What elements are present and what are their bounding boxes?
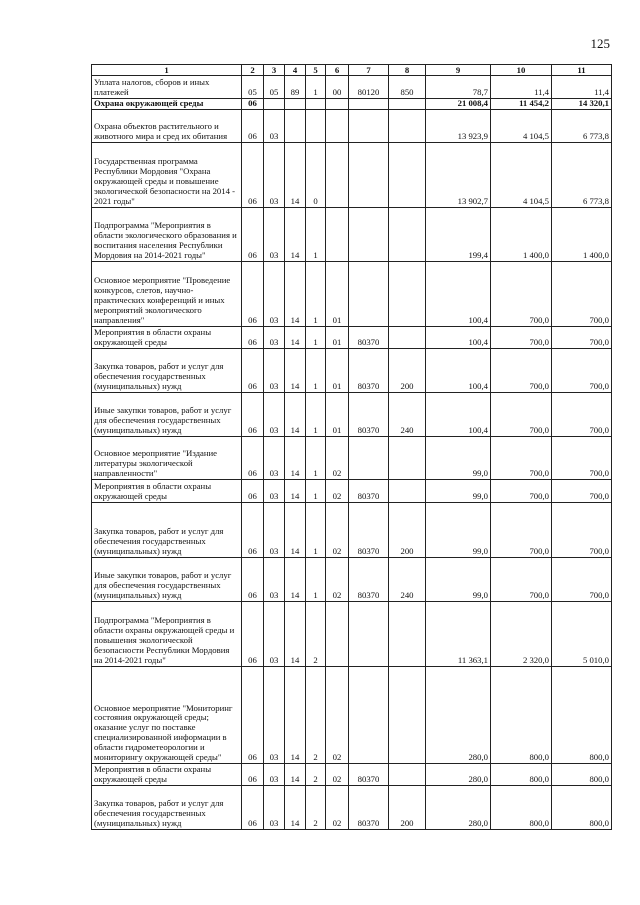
row-value-cell: 6 773,8 (552, 110, 612, 143)
row-value-cell (349, 667, 389, 764)
row-value-cell: 03 (264, 349, 285, 393)
row-name-cell: Мероприятия в области охраны окружающей среды (92, 327, 242, 349)
table-row (92, 99, 612, 110)
row-value-cell: 05 (242, 76, 264, 99)
row-value-cell: 99,0 (426, 437, 491, 480)
row-value-cell: 14 320,1 (552, 99, 612, 110)
column-header: 7 (349, 65, 389, 76)
row-value-cell: 06 (242, 764, 264, 786)
table-row (92, 208, 612, 262)
row-name-cell: Охрана объектов растительного и животного мира и сред их обитания (92, 110, 242, 143)
row-value-cell: 2 (306, 786, 326, 830)
row-value-cell: 80370 (349, 558, 389, 602)
row-value-cell: 1 (306, 208, 326, 262)
row-value-cell: 200 (389, 503, 426, 558)
row-value-cell: 03 (264, 143, 285, 208)
row-value-cell: 06 (242, 480, 264, 503)
row-value-cell: 0 (306, 143, 326, 208)
row-value-cell: 80370 (349, 327, 389, 349)
row-value-cell: 1 (306, 327, 326, 349)
row-value-cell: 03 (264, 786, 285, 830)
row-value-cell (285, 110, 306, 143)
row-value-cell (326, 110, 349, 143)
row-value-cell (264, 99, 285, 110)
row-value-cell (389, 602, 426, 667)
row-value-cell (349, 143, 389, 208)
row-value-cell: 03 (264, 437, 285, 480)
row-value-cell: 700,0 (491, 558, 552, 602)
row-value-cell (349, 208, 389, 262)
row-value-cell: 1 (306, 393, 326, 437)
row-value-cell: 700,0 (491, 503, 552, 558)
row-value-cell: 700,0 (552, 349, 612, 393)
table-row (92, 437, 612, 480)
row-value-cell: 1 (306, 480, 326, 503)
table-row (92, 262, 612, 327)
row-value-cell (389, 667, 426, 764)
row-value-cell (326, 208, 349, 262)
row-value-cell: 800,0 (491, 764, 552, 786)
row-value-cell: 03 (264, 480, 285, 503)
row-value-cell: 280,0 (426, 667, 491, 764)
row-value-cell: 14 (285, 208, 306, 262)
budget-table (91, 64, 612, 830)
row-name-cell: Основное мероприятие "Проведение конкурсов, слетов, научно-практических конференций и иных мероприятий экологического направления" (92, 262, 242, 327)
row-name-cell: Уплата налогов, сборов и иных платежей (92, 76, 242, 99)
row-value-cell: 100,4 (426, 393, 491, 437)
row-value-cell: 700,0 (491, 480, 552, 503)
row-value-cell: 14 (285, 602, 306, 667)
row-value-cell: 06 (242, 262, 264, 327)
table-row (92, 349, 612, 393)
row-value-cell: 14 (285, 349, 306, 393)
table-row (92, 110, 612, 143)
row-value-cell: 800,0 (552, 667, 612, 764)
row-value-cell: 80370 (349, 503, 389, 558)
row-value-cell: 06 (242, 110, 264, 143)
row-value-cell: 02 (326, 503, 349, 558)
row-value-cell: 06 (242, 667, 264, 764)
row-value-cell: 02 (326, 786, 349, 830)
table-row (92, 393, 612, 437)
row-name-cell: Закупка товаров, работ и услуг для обеспечения государственных (муниципальных) нужд (92, 349, 242, 393)
row-name-cell: Мероприятия в области охраны окружающей среды (92, 764, 242, 786)
row-value-cell: 11,4 (491, 76, 552, 99)
row-value-cell: 78,7 (426, 76, 491, 99)
row-value-cell (349, 99, 389, 110)
row-value-cell: 01 (326, 327, 349, 349)
column-header: 8 (389, 65, 426, 76)
row-value-cell: 03 (264, 262, 285, 327)
row-value-cell: 99,0 (426, 480, 491, 503)
row-value-cell: 14 (285, 262, 306, 327)
row-value-cell: 14 (285, 327, 306, 349)
page-number: 125 (590, 36, 610, 51)
row-value-cell (389, 327, 426, 349)
row-value-cell (349, 437, 389, 480)
row-value-cell: 700,0 (552, 327, 612, 349)
table-row (92, 143, 612, 208)
row-value-cell: 14 (285, 480, 306, 503)
row-name-cell: Основное мероприятие "Издание литературы экологической направленности" (92, 437, 242, 480)
row-value-cell: 03 (264, 327, 285, 349)
column-header: 1 (92, 65, 242, 76)
table-row (92, 558, 612, 602)
row-value-cell: 80120 (349, 76, 389, 99)
row-value-cell: 00 (326, 76, 349, 99)
row-value-cell: 06 (242, 602, 264, 667)
row-value-cell: 240 (389, 393, 426, 437)
row-value-cell: 06 (242, 208, 264, 262)
row-value-cell: 06 (242, 327, 264, 349)
column-header: 9 (426, 65, 491, 76)
row-value-cell: 100,4 (426, 262, 491, 327)
row-value-cell: 700,0 (552, 262, 612, 327)
table-row (92, 667, 612, 764)
row-value-cell: 2 (306, 602, 326, 667)
row-value-cell: 800,0 (552, 764, 612, 786)
row-value-cell (389, 99, 426, 110)
row-value-cell: 03 (264, 764, 285, 786)
row-value-cell: 700,0 (491, 393, 552, 437)
row-value-cell: 02 (326, 558, 349, 602)
row-name-cell: Иные закупки товаров, работ и услуг для обеспечения государственных (муниципальных) нужд (92, 558, 242, 602)
row-value-cell: 700,0 (552, 437, 612, 480)
column-header: 5 (306, 65, 326, 76)
column-header: 10 (491, 65, 552, 76)
row-value-cell: 800,0 (491, 786, 552, 830)
table-row (92, 786, 612, 830)
row-value-cell: 700,0 (491, 327, 552, 349)
row-value-cell: 700,0 (491, 349, 552, 393)
row-value-cell: 1 (306, 76, 326, 99)
row-value-cell: 14 (285, 786, 306, 830)
table-row (92, 764, 612, 786)
row-value-cell: 02 (326, 764, 349, 786)
row-value-cell: 80370 (349, 764, 389, 786)
row-value-cell: 14 (285, 437, 306, 480)
row-value-cell: 1 (306, 262, 326, 327)
row-value-cell: 1 (306, 558, 326, 602)
row-value-cell: 03 (264, 558, 285, 602)
row-value-cell: 700,0 (552, 558, 612, 602)
row-value-cell (349, 110, 389, 143)
row-name-cell: Подпрограмма "Мероприятия в области охраны окружающей среды и повышения экологической безопасности Республики Мордовия на 2014-2021 годы" (92, 602, 242, 667)
row-value-cell: 14 (285, 558, 306, 602)
row-value-cell: 06 (242, 349, 264, 393)
row-value-cell (389, 110, 426, 143)
row-value-cell: 06 (242, 503, 264, 558)
row-value-cell: 200 (389, 786, 426, 830)
row-value-cell: 4 104,5 (491, 110, 552, 143)
row-value-cell: 99,0 (426, 503, 491, 558)
row-value-cell: 800,0 (552, 786, 612, 830)
row-value-cell: 13 923,9 (426, 110, 491, 143)
column-header: 2 (242, 65, 264, 76)
table-row (92, 602, 612, 667)
row-value-cell (389, 764, 426, 786)
table-row (92, 503, 612, 558)
row-value-cell: 850 (389, 76, 426, 99)
row-value-cell: 21 008,4 (426, 99, 491, 110)
row-value-cell: 06 (242, 786, 264, 830)
row-name-cell: Закупка товаров, работ и услуг для обеспечения государственных (муниципальных) нужд (92, 503, 242, 558)
row-value-cell: 14 (285, 503, 306, 558)
row-value-cell (326, 602, 349, 667)
row-value-cell: 280,0 (426, 764, 491, 786)
row-value-cell: 03 (264, 208, 285, 262)
row-value-cell (349, 262, 389, 327)
row-name-cell: Подпрограмма "Мероприятия в области экологического образования и воспитания населения Республики Мордовия на 2014-2021 годы" (92, 208, 242, 262)
row-value-cell: 89 (285, 76, 306, 99)
row-value-cell: 06 (242, 99, 264, 110)
row-value-cell: 5 010,0 (552, 602, 612, 667)
row-value-cell (389, 437, 426, 480)
row-value-cell: 03 (264, 602, 285, 667)
column-header: 6 (326, 65, 349, 76)
row-value-cell: 80370 (349, 480, 389, 503)
row-value-cell: 99,0 (426, 558, 491, 602)
row-value-cell: 100,4 (426, 327, 491, 349)
row-value-cell (349, 602, 389, 667)
row-value-cell: 2 (306, 764, 326, 786)
row-name-cell: Закупка товаров, работ и услуг для обеспечения государственных (муниципальных) нужд (92, 786, 242, 830)
row-value-cell: 02 (326, 667, 349, 764)
row-value-cell (389, 208, 426, 262)
row-value-cell (306, 110, 326, 143)
row-value-cell: 199,4 (426, 208, 491, 262)
row-value-cell: 280,0 (426, 786, 491, 830)
row-value-cell: 700,0 (491, 262, 552, 327)
row-value-cell: 700,0 (552, 393, 612, 437)
row-value-cell: 13 902,7 (426, 143, 491, 208)
row-value-cell (389, 143, 426, 208)
table-row (92, 327, 612, 349)
row-name-cell: Основное мероприятие "Мониторинг состояния окружающей среды; оказание услуг по поставке специализированной информации в области гидрометеорологии и мониторингу окружающей среды" (92, 667, 242, 764)
row-value-cell: 14 (285, 764, 306, 786)
row-value-cell: 700,0 (552, 480, 612, 503)
row-value-cell: 14 (285, 667, 306, 764)
row-value-cell (389, 262, 426, 327)
row-value-cell: 06 (242, 143, 264, 208)
row-name-cell: Государственная программа Республики Мордовия "Охрана окружающей среды и повышение экологической безопасности на 2014 - 2021 годы" (92, 143, 242, 208)
row-name-cell: Иные закупки товаров, работ и услуг для обеспечения государственных (муниципальных) нужд (92, 393, 242, 437)
row-value-cell: 11 363,1 (426, 602, 491, 667)
row-value-cell: 01 (326, 262, 349, 327)
row-value-cell: 2 320,0 (491, 602, 552, 667)
row-value-cell: 01 (326, 349, 349, 393)
row-value-cell: 800,0 (491, 667, 552, 764)
row-value-cell: 06 (242, 393, 264, 437)
row-value-cell: 03 (264, 393, 285, 437)
row-value-cell: 80370 (349, 349, 389, 393)
row-value-cell (285, 99, 306, 110)
column-header: 3 (264, 65, 285, 76)
row-name-cell: Охрана окружающей среды (92, 99, 242, 110)
row-value-cell: 01 (326, 393, 349, 437)
row-value-cell: 2 (306, 667, 326, 764)
row-value-cell: 200 (389, 349, 426, 393)
row-value-cell: 1 400,0 (552, 208, 612, 262)
row-value-cell: 02 (326, 437, 349, 480)
row-value-cell: 700,0 (552, 503, 612, 558)
row-value-cell: 14 (285, 393, 306, 437)
column-header: 11 (552, 65, 612, 76)
row-value-cell: 1 (306, 437, 326, 480)
row-value-cell: 06 (242, 437, 264, 480)
row-value-cell: 4 104,5 (491, 143, 552, 208)
row-value-cell: 03 (264, 110, 285, 143)
row-value-cell: 6 773,8 (552, 143, 612, 208)
row-value-cell: 06 (242, 558, 264, 602)
row-value-cell: 05 (264, 76, 285, 99)
row-value-cell (326, 143, 349, 208)
column-header: 4 (285, 65, 306, 76)
row-value-cell: 03 (264, 503, 285, 558)
table-row (92, 76, 612, 99)
row-value-cell: 11,4 (552, 76, 612, 99)
table-row (92, 480, 612, 503)
row-value-cell: 1 (306, 503, 326, 558)
row-value-cell: 80370 (349, 393, 389, 437)
table-header-row (92, 65, 612, 76)
row-name-cell: Мероприятия в области охраны окружающей среды (92, 480, 242, 503)
row-value-cell: 240 (389, 558, 426, 602)
row-value-cell (306, 99, 326, 110)
row-value-cell: 100,4 (426, 349, 491, 393)
row-value-cell: 02 (326, 480, 349, 503)
row-value-cell: 700,0 (491, 437, 552, 480)
row-value-cell (389, 480, 426, 503)
row-value-cell: 1 400,0 (491, 208, 552, 262)
row-value-cell: 03 (264, 667, 285, 764)
row-value-cell: 80370 (349, 786, 389, 830)
row-value-cell: 1 (306, 349, 326, 393)
row-value-cell: 11 454,2 (491, 99, 552, 110)
row-value-cell: 14 (285, 143, 306, 208)
row-value-cell (326, 99, 349, 110)
